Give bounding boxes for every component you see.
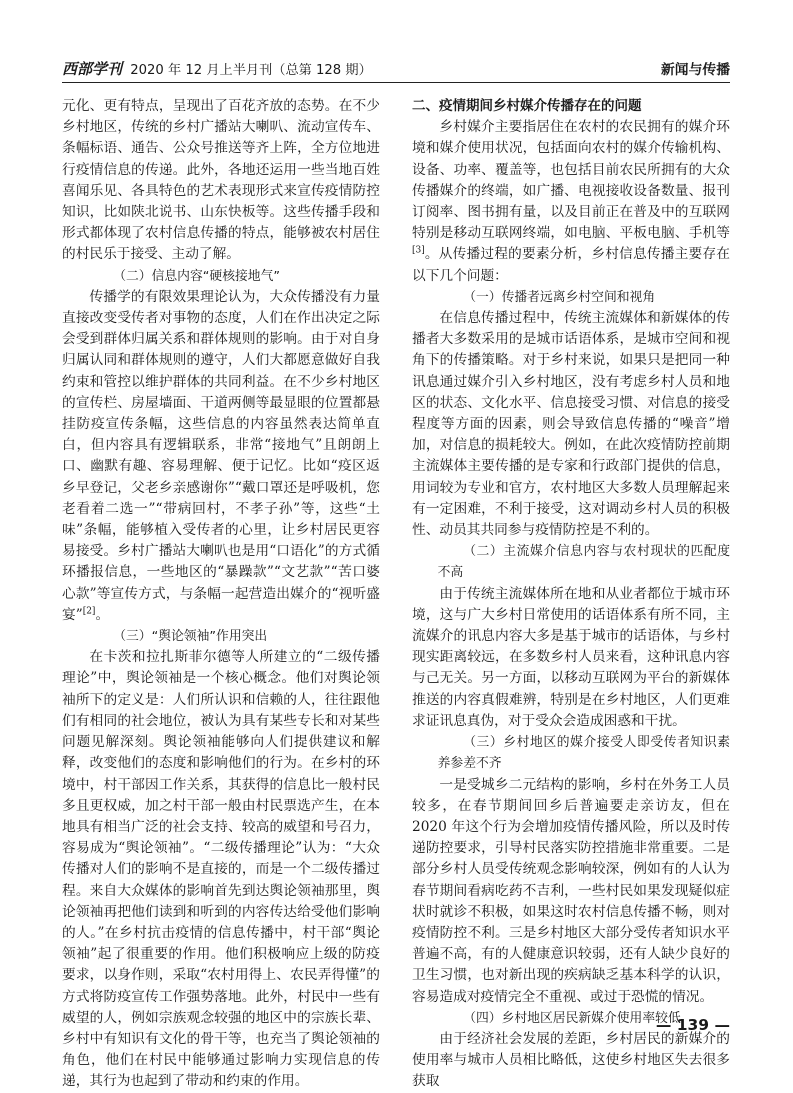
left-column xyxy=(62,96,380,1093)
section-heading: （三）乡村地区的媒介接受人即受传者知识素养参差不齐 xyxy=(437,735,730,772)
section-heading: （一）传播者远离乡村空间和视角 xyxy=(463,289,656,305)
section-title: 新闻与传播 xyxy=(661,62,730,78)
paragraph: 乡村媒介主要指居住在农村的农民拥有的媒介环境和媒介使用状况，包括面向农村的媒介传输机构、设备、功率、覆盖等，也包括目前农民所拥有的大众传播媒介的终端，如广播、电视接收设备数量、报刊订阅率、图书拥有量，以及目前正在普及中的互联网特别是移动互联网终端，如电脑、平板电脑、手机等[3]。从传播过程的要素分析，乡村信息传播主要存在以下几个问题： xyxy=(412,119,730,284)
citation: [2] xyxy=(82,606,96,617)
paragraph: 一是受城乡二元结构的影响，乡村在外务工人员较多，在春节期间回乡后普遍要走亲访友，但在 2020 年这个行为会增加疫情传播风险，所以及时传递防控要求，引导村民落实防控措施非常重要。二是部分乡村人员受传统观念影响较深，例如有的人认为春节期间看病吃药不吉利，一些村民如果发现疑似症状时就诊不积极，如果这时农村信息传播不畅，则对疫情防控不利。三是乡村地区大部分受传者知识水平普遍不高，有的人健康意识较弱，还有人缺少良好的卫生习惯，也对新出现的疾病缺乏基本科学的认识，容易造成对疫情完全不重视、或过于恐慌的情况。 xyxy=(412,776,730,1005)
journal-logo: 西部学刊 xyxy=(62,60,123,78)
section-heading: （二）信息内容“硬核接地气” xyxy=(113,268,281,284)
paragraph: 元化、更有特点，呈现出了百花齐放的态势。在不少乡村地区，传统的乡村广播站大喇叭、流动宣传车、条幅标语、通告、公众号推送等齐上阵，全方位地进行疫情信息的传递。此外，各地还运用一些当地百姓喜闻乐见、各具特色的艺术表现形式来宣传疫情防控知识，比如陕北说书、山东快板等。这些传播手段和形式都体现了农村信息传播的特点，能够被农村居住的村民乐于接受、主动了解。 xyxy=(62,98,380,263)
page-number: — 139 — xyxy=(655,1016,730,1034)
paragraph: 在卡茨和拉扎斯菲尔德等人所建立的“二级传播理论”中，舆论领袖是一个核心概念。他们对舆论领袖所下的定义是：人们所认识和信赖的人，往往跟他们有相同的社会地位，被认为具有某些专长和对某些问题见解深刻。舆论领袖能够向人们提供建议和解释，改变他们的态度和影响他们的行为。在乡村的环境中，村干部因工作关系，其获得的信息比一般村民多且更权威，加之村干部一般由村民票选产生，在本地具有相当广泛的社会支持、较高的威望和号召力，容易成为“舆论领袖”。“二级传播理论”认为：“大众传播对人们的影响不是直接的，而是一个二级传播过程。来自大众媒体的影响首先到达舆论领袖那里，舆论领袖再把他们读到和听到的内容传达给受他们影响的人。”在乡村抗击疫情的信息传播中，村干部“舆论领袖”起了很重要的作用。他们积极响应上级的防疫要求，以身作则，采取“农村用得上、农民弄得懂”的方式将防疫宣传工作强势落地。此外，村民中一些有威望的人，例如宗族观念较强的地区中的宗族长辈、乡村中有知识有文化的骨干等，也充当了舆论领袖的角色，他们在村民中能够通过影响力实现信息的传递，其行为也起到了带动和约束的作用。 xyxy=(62,649,380,1090)
paragraph: 由于经济社会发展的差距，乡村居民的新媒介的使用率与城市人员相比略低，这使乡村地区失去很多获取 xyxy=(412,1030,730,1090)
main-heading: 二、疫情期间乡村媒介传播存在的问题 xyxy=(412,98,642,114)
section-heading: （三）“舆论领袖”作用突出 xyxy=(113,629,268,645)
running-header xyxy=(62,56,730,83)
issue-info: 2020 年 12 月上半月刊（总第 128 期） xyxy=(130,63,372,78)
citation: [3] xyxy=(412,245,425,256)
journal-info xyxy=(62,58,372,79)
section-heading: （二）主流媒介信息内容与农村现状的匹配度不高 xyxy=(437,544,730,581)
section-heading: （四）乡村地区居民新媒介使用率较低 xyxy=(463,1010,681,1026)
paragraph: 在信息传播过程中，传统主流媒体和新媒体的传播者大多数采用的是城市话语体系，是城市空间和视角下的传播策略。对于乡村来说，如果只是把同一种讯息通过媒介引入乡村地区，没有考虑乡村人员和地区的状态、文化水平、信息接受习惯、对信息的接受程度等方面的因素，则会导致信息传播的“噪音”增加，对信息的损耗较大。例如，在此次疫情防控前期主流媒体主要传播的是专家和行政部门提供的信息，用词较为专业和官方，农村地区大多数人员理解起来有一定困难，不利于接受，这对调动乡村人员的积极性、动员其共同参与疫情防控是不利的。 xyxy=(412,310,730,539)
right-column xyxy=(412,96,730,1093)
paragraph: 传播学的有限效果理论认为，大众传播没有力量直接改变受传者对事物的态度，人们在作出决定之际会受到群体归属关系和群体规则的影响。由于对自身归属认同和群体规则的遵守，人们大都愿意做好自我约束和管控以维护群体的共同利益。在不少乡村地区的宣传栏、房屋墙面、干道两侧等最显眼的位置都悬挂防疫宣传条幅，这些信息的内容虽然表达简单直白，但内容具有逻辑联系，非常“接地气”且朗朗上口、幽默有趣、容易理解、便于记忆。比如“疫区返乡早登记，父老乡亲感谢你”“戴口罩还是呼吸机，您老看着二选一”“带病回村，不孝子孙”等，这些“土味”条幅，能够植入受传者的心里，让乡村居民更容易接受。乡村广播站大喇叭也是用“口语化”的方式循环播报信息，一些地区的“暴躁款”“文艺款”“苦口婆心款”等宣传方式，与条幅一起营造出媒介的“视听盛宴”[2]。 xyxy=(62,288,380,623)
paragraph: 由于传统主流媒体所在地和从业者都位于城市环境，这与广大乡村日常使用的话语体系有所不同，主流媒介的讯息内容大多是基于城市的话语体，与乡村现实距离较远，在多数乡村人员来看，这种讯息内容与己无关。另一方面，以移动互联网为平台的新媒体推送的内容真假难辨，特别是在乡村地区，人们更难求证讯息真伪，对于受众会造成困惑和干扰。 xyxy=(412,585,730,729)
